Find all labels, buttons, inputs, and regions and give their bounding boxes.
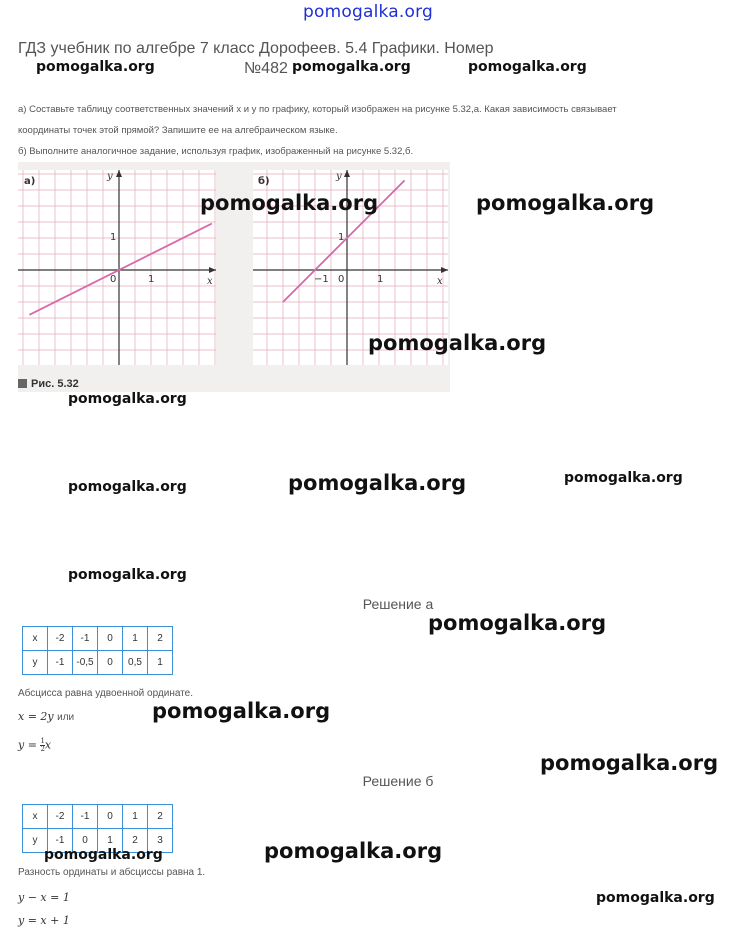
graph-a-tick-y1: 1 [110,232,117,243]
watermark: pomogalka.org [152,699,331,723]
solution-b-title: Решение б [362,773,434,789]
table-cell: y [23,651,48,675]
graph-b-label: б) [258,176,270,187]
table-cell: x [23,627,48,651]
watermark: pomogalka.org [288,471,467,495]
graph-b-origin-label: 0 [338,274,345,285]
table-cell: 1 [98,829,123,853]
graph-a-x-label: x [207,276,213,287]
graph-b-tick-xm1: −1 [314,274,329,285]
watermark: pomogalka.org [44,847,163,863]
solution-a-table [22,626,173,675]
graph-b-tick-y1: 1 [338,232,345,243]
table-cell: 1 [148,651,173,675]
table-cell: 1 [123,805,148,829]
table-cell: 0 [98,805,123,829]
figure-caption [18,378,79,390]
watermark: pomogalka.org [564,470,683,486]
table-cell: 2 [148,627,173,651]
formula-lhs: y = [18,738,41,752]
formula-rhs: x [44,738,52,752]
graph-a [18,170,216,365]
watermark: pomogalka.org [68,391,187,407]
figure-caption-text: Рис. 5.32 [31,378,79,390]
solution-a-formula-2 [18,738,51,753]
exercise-number: №482 [244,60,288,77]
table-cell: 0,5 [123,651,148,675]
table-cell: -0,5 [73,651,98,675]
watermark: pomogalka.org [292,59,411,75]
table-cell: 3 [148,829,173,853]
table-cell: -1 [48,829,73,853]
table-cell: x [23,805,48,829]
caption-square-icon [18,379,27,388]
graph-b-tick-x1: 1 [377,274,384,285]
table-row [23,805,173,829]
graph-b-x-label: x [437,276,443,287]
graph-a-origin-label: 0 [110,274,117,285]
solution-b-table [22,804,173,853]
table-cell: 0 [98,651,123,675]
graph-a-background [18,170,216,365]
task-part-b: б) Выполните аналогичное задание, используя график, изображенный на рисунке 5.32,б. [18,146,414,157]
task-part-a: а) Составьте таблицу соответственных значений x и y по графику, который изображен на рисунке 5.32,а. Какая зависимость связывает [18,104,617,115]
watermark: pomogalka.org [428,611,607,635]
graph-a-y-label: y [107,171,113,182]
table-row [23,627,173,651]
fraction-numerator: 1 [40,737,45,745]
table-cell: -1 [73,805,98,829]
watermark: pomogalka.org [540,751,719,775]
graph-a-tick-x1: 1 [148,274,155,285]
table-cell: -2 [48,805,73,829]
table-cell: -1 [48,651,73,675]
solution-b-text: Разность ординаты и абсциссы равна 1. [18,867,206,878]
watermark: pomogalka.org [368,331,547,355]
fraction-denominator: 2 [40,745,45,753]
task-part-a-continued: координаты точек этой прямой? Запишите ее на алгебраическом языке. [18,125,338,136]
solution-b-formula-1: y − x = 1 [18,891,70,904]
watermark: pomogalka.org [200,191,379,215]
solution-a-text: Абсцисса равна удвоенной ординате. [18,688,194,699]
watermark: pomogalka.org [36,59,155,75]
watermark: pomogalka.org [68,567,187,583]
solution-a-title: Решение а [362,596,434,612]
table-cell: 0 [98,627,123,651]
site-logo[interactable]: pomogalka.org [303,2,433,22]
table-cell: 1 [123,627,148,651]
watermark: pomogalka.org [264,839,443,863]
formula-text: x = 2y [18,710,54,723]
solution-b-formula-2: y = x + 1 [18,914,70,927]
solution-a-formula-1 [18,710,74,723]
watermark: pomogalka.org [476,191,655,215]
table-cell: 0 [73,829,98,853]
formula-suffix: или [57,712,75,723]
table-cell: -2 [48,627,73,651]
table-cell: 2 [148,805,173,829]
watermark: pomogalka.org [468,59,587,75]
page-title: ГДЗ учебник по алгебре 7 класс Дорофеев. 5.4 Графики. Номер [18,40,494,57]
table-row [23,651,173,675]
table-cell: y [23,829,48,853]
graph-b-y-label: y [336,171,342,182]
watermark: pomogalka.org [68,479,187,495]
table-cell: -1 [73,627,98,651]
watermark: pomogalka.org [596,890,715,906]
graph-a-label: а) [24,176,36,187]
table-cell: 2 [123,829,148,853]
